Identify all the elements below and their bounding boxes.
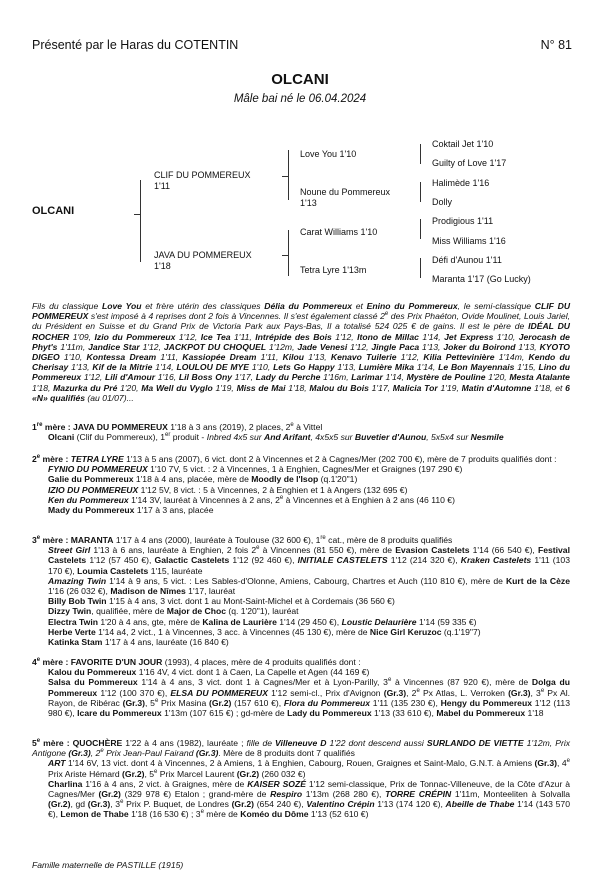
gen3-4: Dolly xyxy=(432,197,453,207)
gen3-1: Coktail Jet 1'10 xyxy=(432,139,494,149)
bracket-sire xyxy=(288,150,289,200)
gen2-sire-dam-year: 1'13 xyxy=(300,198,317,208)
sire-name: CLIF DU POMMEREUX xyxy=(154,170,251,180)
bracket-tick xyxy=(282,255,288,256)
gen2-dam-sire: Carat Williams 1'10 xyxy=(300,227,378,237)
lot-number: N° 81 xyxy=(540,38,572,52)
dam-name: JAVA DU POMMEREUX xyxy=(154,250,252,260)
gen2-sire-dam: Noune du Pommereux xyxy=(300,187,391,197)
gen2-dam-dam: Tetra Lyre 1'13m xyxy=(300,265,367,275)
gen2-sire-sire: Love You 1'10 xyxy=(300,149,357,159)
sire-summary: Fils du classique Love You et frère utérin des classiques Délia du Pommereux et Enino du Pommereux, le semi-classique CLIF DU POMMEREUX s'est imposé à 4 reprises dont 2 fois à Vincennes. Il s'est également classé 2e des Prix Phaéton, Ovide Moulinet, Louis Jariel, du Président en Suisse et du Grand Prix de Victoria Park aux Pays-Bas, Il a totalisé 524 025 € de gains. Il est le père de IDÉAL DU ROCHER 1'09, Izio du Pommereux 1'12, Ice Tea 1'11, Intrépide des Bois 1'12, Itono de Millac 1'14, Jet Express 1'10, Jerocash de Phyt's 1'11m, Jandice Star 1'12, JACKPOT DU CHOQUEL 1'12m, Jade Venesi 1'12, Jingle Paca 1'13, Joker du Boirond 1'13, KYOTO DIGEO 1'10, Kontessa Dream 1'11, Kassiopée Dream 1'11, Kilou 1'13, Kenavo Tuilerie 1'12, Kilia Pettevinière 1'14m, Kendo du Cherisay 1'13, Kif de la Mitrie 1'14, LOULOU DE MYE 1'10, Lets Go Happy 1'13, Lumière Mika 1'14, Le Bon Mayennais 1'15, Lino du Pommereux 1'12, Lili d'Amour 1'16, Lil Boss Ony 1'17, Lady du Perche 1'16m, Larimar 1'14, Mystère de Pouline 1'20, Mesta Atalante 1'18, Mazurka du Pré 1'20, Ma Well du Vyglo 1'19, Miss de Mai 1'18, Malou du Bois 1'17, Malicia Tor 1'19, Matin d'Automne 1'18, et 6 «N» qualifiés (au 01/07)... xyxy=(32,301,571,403)
fifth-dam: 5e mère : QUOCHÈRE 1'22 à 4 ans (1982), lauréate ; fille de Villeneuve D 1'22 dont descend aussi SURLANDO DE VIETTE 1'12m, Prix Antigone (Gr.3), 2e Prix Jean-Paul Fairand (Gr.3). Mère de 8 produits dont 7 qualifiés ART 1'14 6V, 13 vict. dont 4 à Vincennes, 2 à Amiens, 1 à Enghien, Cabourg, Rouen, Graignes et Saint-Malo, G.N.T. à Amiens (Gr.3), 4e Prix Ariste Hémard (Gr.2), 5e Prix Marcel Laurent (Gr.2) (260 032 €) Charlina 1'16 à 4 ans, 2 vict. à Graignes, mère de KAISER SOZÉ 1'12 semi-classique, Prix de Tonnac-Villeneuve, de la Côte d'Azur à Cagnes/Mer (Gr.2) (329 978 €) Etalon ; grand-mère de Respiro 1'13m (268 280 €), TORRE CRÉPIN 1'11m, Monteeliten à Solvalla (Gr.2), gd (Gr.3), 3e Prix P. Buquet, de Londres (Gr.2) (654 240 €), Valentino Crépin 1'13 (174 120 €), Abeille de Thabe 1'14 (143 570 €), Lemon de Thabe 1'18 (16 530 €) ; 3e mère de Koméo du Dôme 1'13 (52 610 €) xyxy=(32,738,571,820)
maternal-family: Famille maternelle de PASTILLE (1915) xyxy=(32,860,184,870)
horse-name: OLCANI xyxy=(271,71,329,88)
gen3-2: Guilty of Love 1'17 xyxy=(432,158,507,168)
gen3-5: Prodigious 1'11 xyxy=(432,216,494,226)
third-dam: 3e mère : MARANTA 1'17 à 4 ans (2000), lauréate à Toulouse (32 600 €), 1re cat., mère de 8 produits qualifiés Street Girl 1'13 à 6 ans, lauréate à Enghien, 2 fois 2e à Vincennes (81 550 €), mère de Evasion Castelets 1'14 (66 540 €), Festival Castelets 1'12 (57 450 €), Galactic Castelets 1'12 (92 460 €), INITIALE CASTELETS 1'12 (214 320 €), Kraken Castelets 1'11 (103 170 €), Loumia Castelets 1'15, lauréate Amazing Twin 1'14 à 9 ans, 5 vict. : Les Sables-d'Olonne, Amiens, Cabourg, Chartres et Auch (110 810 €), mère de Kurt de la Cèze 1'16 (26 032 €), Madison de Nîmes 1'17, lauréat Billy Bob Twin 1'15 à 4 ans, 3 vict. dont 1 au Mont-Saint-Michel et à Cordemais (36 560 €) Dizzy Twin, qualifiée, mère de Major de Choc (q. 1'20"1), lauréat Electra Twin 1'20 à 4 ans, gte, mère de Kalina de Laurière 1'14 (29 450 €), Loustic Delaurière 1'14 (59 335 €) Herbe Verte 1'14 a4, 2 vict., 1 à Vincennes, 3 acc. à Vincennes (45 130 €), mère de Nice Girl Keruzoc (q.1'19"7) Katinka Stam 1'17 à 4 ans, lauréate (16 840 €) xyxy=(32,535,570,648)
dam-year: 1'18 xyxy=(154,261,171,271)
bracket-g3 xyxy=(420,144,421,164)
gen3-8: Maranta 1'17 (Go Lucky) xyxy=(432,274,531,284)
gen3-7: Défi d'Aunou 1'11 xyxy=(432,255,502,265)
gen3-3: Halimède 1'16 xyxy=(432,178,490,188)
gen3-6: Miss Williams 1'16 xyxy=(432,236,506,246)
bracket-dam xyxy=(288,230,289,276)
bracket-g3 xyxy=(420,219,421,239)
sire-year: 1'11 xyxy=(154,181,171,191)
bracket-tick xyxy=(134,214,140,215)
fourth-dam: 4e mère : FAVORITE D'UN JOUR (1993), 4 places, mère de 4 produits qualifiés dont : Kalou du Pommereux 1'16 4V, 4 vict. dont 1 à Caen, La Capelle et Agen (44 169 €) Salsa du Pommereux 1'14 à 4 ans, 3 vict. dont 1 à Cagnes/Mer et à Lyon-Parilly, 3e à Vincennes (87 920 €), mère de Dolga du Pommereux 1'12 (100 370 €), ELSA DU POMMEREUX 1'12 semi-cl., Prix d'Avignon (Gr.3), 2e Px Atlas, L. Verroken (Gr.3), 3e Px Al. Rayon, de Ribérac (Gr.3), 5e Prix Masina (Gr.2) (157 610 €), Flora du Pommereux 1'11 (135 230 €), Hengy du Pommereux 1'12 (113 980 €), Icare du Pommereux 1'13m (107 615 €) ; gd-mère de Lady du Pommereux 1'13 (33 610 €), Mabel du Pommereux 1'18 xyxy=(32,657,570,719)
second-dam: 2e mère : TETRA LYRE 1'13 à 5 ans (2007), 6 vict. dont 2 à Vincennes et 2 à Cagnes/Mer (202 700 €), mère de 7 produits qualifiés dont : FYNIO DU POMMEREUX 1'10 7V, 5 vict. : 2 à Vincennes, 1 à Enghien, Cagnes/Mer et Graignes (197 290 €) Galie du Pommereux 1'18 à 4 ans, placée, mère de Moodly de l'Isop (q.1'20"1) IZIO DU POMMEREUX 1'12 5V, 8 vict. : 5 à Vincennes, 2 à Enghien et 1 à Angers (132 695 €) Ken du Pommereux 1'14 3V, lauréat à Vincennes à 2 ans, 2e à Vincennes et à Enghien à 2 ans (46 110 €) Mady du Pommereux 1'17 à 3 ans, placée xyxy=(32,454,557,516)
bracket-g3 xyxy=(420,258,421,278)
pedigree-subject: OLCANI xyxy=(32,205,75,217)
first-dam: 1re mère : JAVA DU POMMEREUX 1'18 à 3 ans (2019), 2 places, 2e à Vittel Olcani (Clif du Pommereux), 1er produit - Inbred 4x5 sur And Arifant, 4x5x5 sur Buvetier d'Aunou, 5x5x4 sur Nesmile xyxy=(32,422,504,443)
horse-subtitle: Mâle bai né le 06.04.2024 xyxy=(233,93,367,105)
presenter-line: Présenté par le Haras du COTENTIN xyxy=(32,38,239,52)
bracket-gen1 xyxy=(140,180,141,262)
bracket-tick xyxy=(282,176,288,177)
bracket-g3 xyxy=(420,182,421,202)
